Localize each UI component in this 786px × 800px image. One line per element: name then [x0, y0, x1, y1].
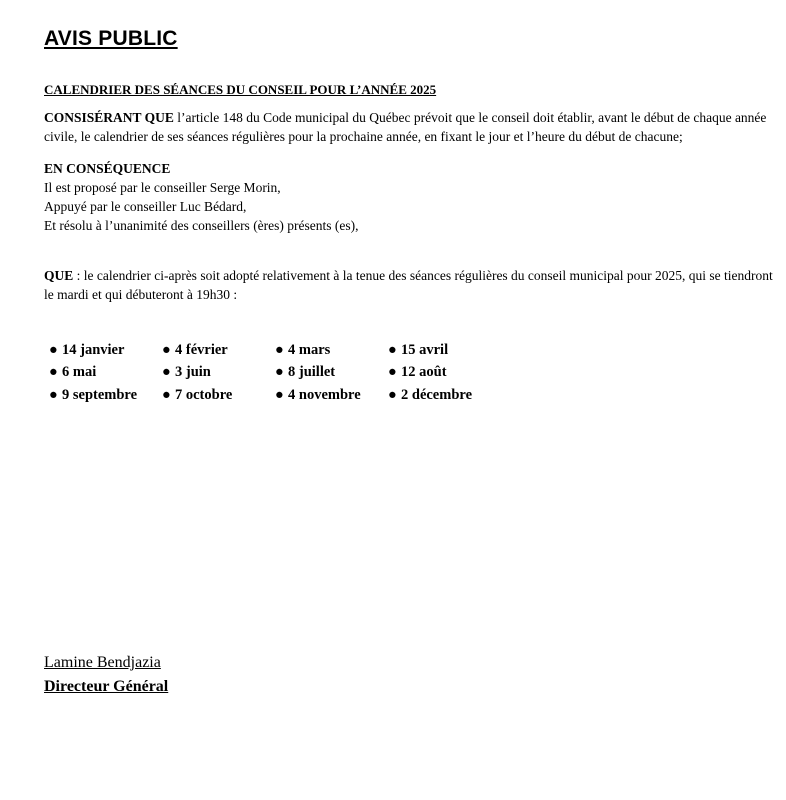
date-text: 15 avril [401, 341, 449, 358]
date-item [162, 387, 275, 404]
date-item [275, 387, 388, 404]
date-item [162, 364, 275, 381]
bullet-icon: ● [275, 386, 284, 403]
date-text: 3 juin [175, 364, 211, 381]
date-text: 8 juillet [288, 364, 336, 381]
en-consequence-heading [44, 159, 754, 178]
date-item [388, 387, 501, 404]
page-title: AVIS PUBLIC [44, 27, 178, 50]
date-text: 6 mai [62, 364, 97, 381]
dates-row [49, 339, 501, 362]
date-text: 12 août [401, 364, 447, 381]
date-item [49, 364, 162, 381]
bullet-icon: ● [388, 386, 397, 403]
en-consequence-heading-text: EN CONSÉQUENCE [44, 161, 171, 176]
resolved-line: Et résolu à l’unanimité des conseillers (ères) présents (es), [44, 218, 359, 233]
date-item [275, 364, 388, 381]
bullet-icon: ● [49, 341, 58, 358]
date-text: 14 janvier [62, 341, 125, 358]
considerant-line-1 [44, 108, 767, 127]
considerant-paragraph [44, 108, 767, 146]
signatory-name: Lamine Bendjazia [44, 654, 161, 671]
proposed-by-line: Il est proposé par le conseiller Serge Morin, [44, 180, 281, 195]
que-paragraph [44, 266, 773, 304]
bullet-icon: ● [49, 364, 58, 381]
considerant-text-1: l’article 148 du Code municipal du Québec prévoit que le conseil doit établir, avant le début de chaque année [173, 110, 767, 125]
date-item [275, 342, 388, 359]
dates-row [49, 384, 501, 407]
date-item [49, 387, 162, 404]
en-consequence-paragraph [44, 159, 754, 235]
calendar-subtitle: CALENDRIER DES SÉANCES DU CONSEIL POUR L’ANNÉE 2025 [44, 82, 437, 97]
bullet-icon: ● [388, 364, 397, 381]
date-item [388, 364, 501, 381]
que-line-1 [44, 266, 773, 285]
que-text-2: le mardi et qui débuteront à 19h30 : [44, 287, 238, 302]
bullet-icon: ● [275, 364, 284, 381]
considerant-text-2: civile, le calendrier de ses séances régulières pour la prochaine année, en fixant le jour et l’heure du début de chacune; [44, 129, 683, 144]
bullet-icon: ● [275, 341, 284, 358]
bullet-icon: ● [49, 386, 58, 403]
date-item [388, 342, 501, 359]
bullet-icon: ● [162, 341, 171, 358]
que-text-1: : le calendrier ci-après soit adopté relativement à la tenue des séances régulières du conseil municipal pour 2025, qui se tiendront [73, 268, 773, 283]
date-item [49, 342, 162, 359]
bullet-icon: ● [162, 364, 171, 381]
signatory-title: Directeur Général [44, 678, 169, 695]
date-text: 4 février [175, 341, 228, 358]
date-text: 7 octobre [175, 386, 233, 403]
bullet-icon: ● [388, 341, 397, 358]
bullet-icon: ● [162, 386, 171, 403]
meeting-dates-list [49, 339, 501, 407]
date-text: 2 décembre [401, 386, 472, 403]
date-item [162, 342, 275, 359]
considerant-label: CONSISÉRANT QUE [44, 110, 174, 125]
date-text: 9 septembre [62, 386, 138, 403]
seconded-by-line: Appuyé par le conseiller Luc Bédard, [44, 199, 247, 214]
dates-row [49, 362, 501, 385]
date-text: 4 novembre [288, 386, 361, 403]
date-text: 4 mars [288, 341, 331, 358]
que-label: QUE [44, 268, 74, 283]
